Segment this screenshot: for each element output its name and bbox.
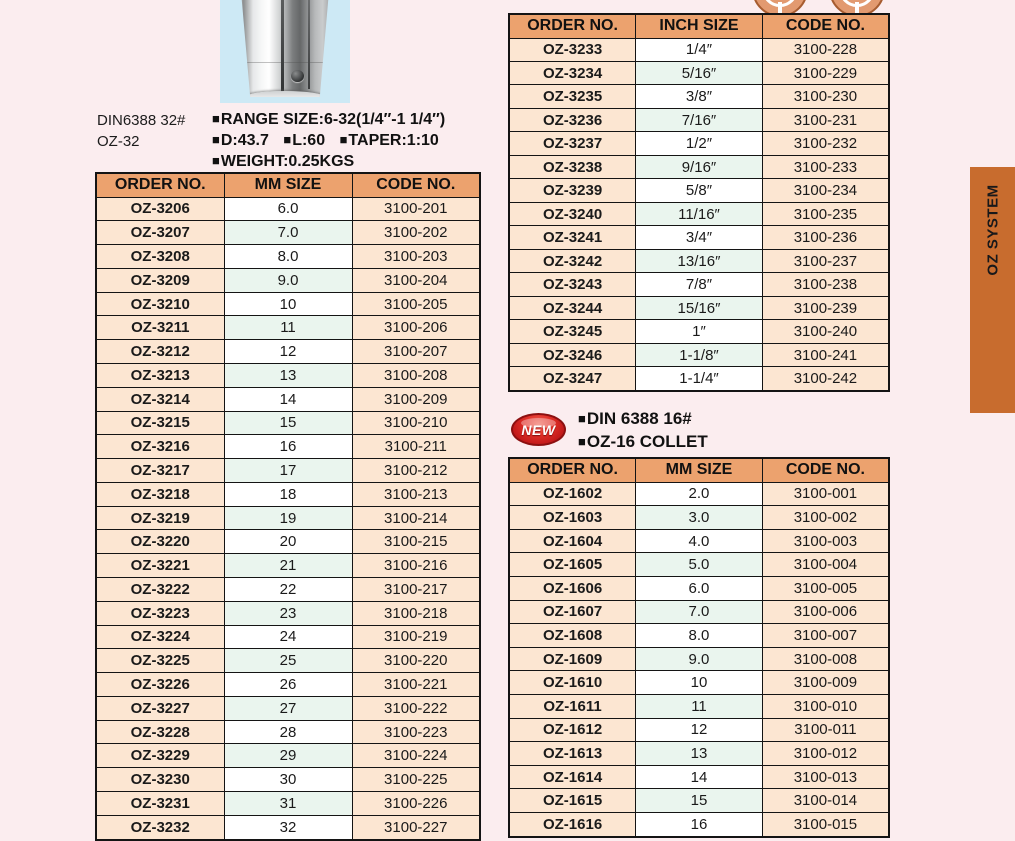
table-cell: 3.0 — [636, 506, 763, 530]
table-row — [509, 226, 889, 249]
table-row — [509, 529, 889, 553]
table-cell: 29 — [224, 744, 352, 768]
table-cell: 2.0 — [636, 482, 763, 506]
table-cell: 3100-227 — [352, 815, 480, 840]
table-row — [509, 671, 889, 695]
table-row — [96, 268, 480, 292]
table-cell: 9.0 — [636, 647, 763, 671]
table-row — [96, 482, 480, 506]
table-cell: OZ-3246 — [509, 343, 636, 366]
table-row — [96, 459, 480, 483]
table-cell: 28 — [224, 720, 352, 744]
table-row — [509, 155, 889, 178]
heading-row — [578, 431, 708, 454]
table-cell: 3100-002 — [762, 506, 889, 530]
table-cell: 1/2″ — [636, 132, 763, 155]
bullet-square-icon: ■ — [283, 132, 292, 147]
table-row — [509, 296, 889, 319]
table-cell: OZ-3234 — [509, 61, 636, 84]
table-cell: 3100-210 — [352, 411, 480, 435]
table-cell: OZ-3225 — [96, 649, 224, 673]
side-tab-label: OZ SYSTEM — [984, 184, 1001, 276]
table-cell: 3100-015 — [762, 813, 889, 837]
bullet-square-icon: ■ — [339, 132, 348, 147]
table-cell: 3100-240 — [762, 320, 889, 343]
table-cell: OZ-3214 — [96, 387, 224, 411]
header-row — [96, 173, 480, 197]
spec-length: L:60 — [292, 132, 326, 149]
table-cell: 1-1/8″ — [636, 343, 763, 366]
table-cell: 11 — [224, 316, 352, 340]
table-cell: 3100-222 — [352, 696, 480, 720]
table-cell: 3100-223 — [352, 720, 480, 744]
table-cell: 3100-239 — [762, 296, 889, 319]
oz16-collet-label: OZ-16 COLLET — [586, 432, 708, 451]
collet-seam — [238, 62, 332, 63]
bullet-square-icon: ■ — [578, 411, 586, 426]
table-cell: 1″ — [636, 320, 763, 343]
table-cell: OZ-3216 — [96, 435, 224, 459]
collet-product-photo — [220, 0, 350, 103]
table-cell: 3100-229 — [762, 61, 889, 84]
table-cell: OZ-3221 — [96, 554, 224, 578]
table-cell: 7.0 — [636, 600, 763, 624]
spec-taper: TAPER:1:10 — [348, 132, 439, 149]
table-cell: 3100-219 — [352, 625, 480, 649]
table-row — [509, 202, 889, 225]
oz32-mm-table — [95, 172, 481, 841]
table-cell: OZ-1606 — [509, 576, 636, 600]
spec-row — [212, 109, 487, 130]
table-cell: OZ-3218 — [96, 482, 224, 506]
column-header: CODE NO. — [762, 458, 889, 482]
table-cell: OZ-3237 — [509, 132, 636, 155]
table-row — [509, 624, 889, 648]
table-row — [509, 718, 889, 742]
model-name-label: OZ-32 — [97, 133, 140, 150]
table-row — [509, 38, 889, 61]
table-cell: 3100-230 — [762, 85, 889, 108]
bullet-square-icon: ■ — [212, 153, 220, 168]
table-row — [509, 789, 889, 813]
table-row — [509, 765, 889, 789]
table-cell: OZ-3224 — [96, 625, 224, 649]
table-cell: OZ-1609 — [509, 647, 636, 671]
table-cell: OZ-1610 — [509, 671, 636, 695]
column-header: CODE NO. — [762, 14, 889, 38]
table-cell: 7/8″ — [636, 273, 763, 296]
oz16-standard-label: DIN 6388 16# — [586, 409, 692, 428]
table-cell: 9.0 — [224, 268, 352, 292]
table-cell: OZ-3212 — [96, 340, 224, 364]
table-row — [96, 625, 480, 649]
table-row — [509, 576, 889, 600]
table-row — [96, 649, 480, 673]
table-cell: 3100-008 — [762, 647, 889, 671]
table-cell: 3100-009 — [762, 671, 889, 695]
table-cell: OZ-3230 — [96, 768, 224, 792]
table-cell: 3100-206 — [352, 316, 480, 340]
table-cell: OZ-3233 — [509, 38, 636, 61]
table-cell: 3100-013 — [762, 765, 889, 789]
table-cell: OZ-3226 — [96, 673, 224, 697]
table-cell: 3100-014 — [762, 789, 889, 813]
table-cell: 1/4″ — [636, 38, 763, 61]
table-cell: OZ-3209 — [96, 268, 224, 292]
table-row — [96, 506, 480, 530]
table-row — [96, 720, 480, 744]
table-cell: 25 — [224, 649, 352, 673]
spec-weight: WEIGHT:0.25KGS — [220, 153, 355, 170]
oz-system-side-tab — [970, 167, 1015, 413]
table-cell: 12 — [224, 340, 352, 364]
table-cell: 3100-221 — [352, 673, 480, 697]
table-cell: 30 — [224, 768, 352, 792]
bullet-square-icon: ■ — [212, 132, 220, 147]
table-cell: 14 — [636, 765, 763, 789]
spec-diameter: D:43.7 — [220, 132, 269, 149]
spec-row — [212, 130, 487, 151]
table-cell: 3100-237 — [762, 249, 889, 272]
table-cell: 12 — [636, 718, 763, 742]
table-cell: 24 — [224, 625, 352, 649]
table-cell: 11/16″ — [636, 202, 763, 225]
table-cell: OZ-3244 — [509, 296, 636, 319]
table-cell: OZ-3220 — [96, 530, 224, 554]
table-cell: 3100-203 — [352, 245, 480, 269]
table-cell: OZ-1602 — [509, 482, 636, 506]
table-cell: 1-1/4″ — [636, 367, 763, 391]
table-cell: 6.0 — [224, 197, 352, 221]
table-cell: 3100-208 — [352, 363, 480, 387]
table-cell: 3100-236 — [762, 226, 889, 249]
table-cell: OZ-1614 — [509, 765, 636, 789]
table-cell: OZ-1605 — [509, 553, 636, 577]
collet-slit — [281, 0, 284, 95]
bullet-square-icon: ■ — [578, 434, 586, 449]
table-row — [509, 367, 889, 391]
table-cell: OZ-1616 — [509, 813, 636, 837]
table-row — [509, 506, 889, 530]
table-cell: 3100-003 — [762, 529, 889, 553]
table-cell: 6.0 — [636, 576, 763, 600]
table-cell: OZ-3227 — [96, 696, 224, 720]
table-cell: 5/16″ — [636, 61, 763, 84]
table-cell: 3100-228 — [762, 38, 889, 61]
table-row — [96, 435, 480, 459]
table-row — [509, 343, 889, 366]
table-row — [96, 387, 480, 411]
table-row — [96, 601, 480, 625]
table-cell: 3100-213 — [352, 482, 480, 506]
collet-image — [238, 0, 332, 97]
table-row — [509, 61, 889, 84]
table-cell: 17 — [224, 459, 352, 483]
table-cell: 11 — [636, 694, 763, 718]
table-cell: OZ-3245 — [509, 320, 636, 343]
table-row — [509, 813, 889, 837]
table-cell: 3100-214 — [352, 506, 480, 530]
table-cell: 3100-207 — [352, 340, 480, 364]
table-row — [509, 132, 889, 155]
table-row — [96, 245, 480, 269]
table-row — [96, 530, 480, 554]
table-cell: OZ-3215 — [96, 411, 224, 435]
table-row — [96, 197, 480, 221]
table-cell: 15 — [224, 411, 352, 435]
spec-row — [212, 151, 487, 172]
table-cell: 14 — [224, 387, 352, 411]
table-cell: 3100-220 — [352, 649, 480, 673]
column-header: ORDER NO. — [509, 458, 636, 482]
table-row — [96, 292, 480, 316]
table-cell: 3100-011 — [762, 718, 889, 742]
table-row — [509, 482, 889, 506]
table-row — [96, 340, 480, 364]
table-row — [96, 578, 480, 602]
table-cell: 3100-231 — [762, 108, 889, 131]
column-header: ORDER NO. — [509, 14, 636, 38]
table-cell: 3100-006 — [762, 600, 889, 624]
table-cell: OZ-1615 — [509, 789, 636, 813]
table-row — [96, 363, 480, 387]
spec-range-size: RANGE SIZE:6-32(1/4″-1 1/4″) — [220, 111, 446, 128]
table-cell: 3100-007 — [762, 624, 889, 648]
table-row — [96, 221, 480, 245]
table-cell: OZ-3232 — [96, 815, 224, 840]
table-row — [96, 411, 480, 435]
table-row — [509, 694, 889, 718]
table-cell: 27 — [224, 696, 352, 720]
table-cell: 3100-224 — [352, 744, 480, 768]
table-cell: 5/8″ — [636, 179, 763, 202]
table-cell: 10 — [224, 292, 352, 316]
table-cell: OZ-3238 — [509, 155, 636, 178]
table-cell: OZ-1611 — [509, 694, 636, 718]
table-row — [509, 108, 889, 131]
table-row — [96, 696, 480, 720]
table-cell: 3/8″ — [636, 85, 763, 108]
table-cell: OZ-3241 — [509, 226, 636, 249]
table-cell: 3/4″ — [636, 226, 763, 249]
table-cell: 3100-216 — [352, 554, 480, 578]
table-row — [509, 600, 889, 624]
table-cell: 18 — [224, 482, 352, 506]
table-row — [96, 316, 480, 340]
table-cell: OZ-3231 — [96, 792, 224, 816]
table-cell: 9/16″ — [636, 155, 763, 178]
table-cell: 3100-215 — [352, 530, 480, 554]
table-cell: 3100-225 — [352, 768, 480, 792]
table-cell: 3100-001 — [762, 482, 889, 506]
table-cell: OZ-3207 — [96, 221, 224, 245]
table-cell: OZ-3222 — [96, 578, 224, 602]
table-cell: OZ-3243 — [509, 273, 636, 296]
table-cell: OZ-3217 — [96, 459, 224, 483]
model-standard-label: DIN6388 32# — [97, 112, 186, 129]
table-cell: OZ-1608 — [509, 624, 636, 648]
spec-block — [212, 109, 487, 172]
table-cell: 15 — [636, 789, 763, 813]
column-header: MM SIZE — [636, 458, 763, 482]
heading-row — [578, 408, 708, 431]
table-cell: 3100-209 — [352, 387, 480, 411]
table-cell: OZ-3247 — [509, 367, 636, 391]
model-label-block — [97, 110, 185, 152]
table-cell: OZ-3213 — [96, 363, 224, 387]
bullet-square-icon: ■ — [212, 111, 220, 126]
table-row — [96, 768, 480, 792]
table-cell: 23 — [224, 601, 352, 625]
table-cell: 3100-205 — [352, 292, 480, 316]
table-row — [509, 249, 889, 272]
table-cell: 3100-212 — [352, 459, 480, 483]
table-row — [509, 553, 889, 577]
table-row — [96, 815, 480, 840]
oz16-mm-table — [508, 457, 890, 838]
table-cell: OZ-3228 — [96, 720, 224, 744]
table-cell: 3100-235 — [762, 202, 889, 225]
table-cell: 3100-202 — [352, 221, 480, 245]
column-header: INCH SIZE — [636, 14, 763, 38]
table-row — [509, 85, 889, 108]
table-cell: 32 — [224, 815, 352, 840]
table-cell: 8.0 — [224, 245, 352, 269]
table-cell: 5.0 — [636, 553, 763, 577]
table-cell: 15/16″ — [636, 296, 763, 319]
table-cell: 10 — [636, 671, 763, 695]
table-cell: OZ-3240 — [509, 202, 636, 225]
table-cell: OZ-1612 — [509, 718, 636, 742]
table-cell: 3100-233 — [762, 155, 889, 178]
table-row — [509, 320, 889, 343]
table-cell: 3100-238 — [762, 273, 889, 296]
oz16-section-heading — [578, 408, 708, 454]
table-row — [96, 673, 480, 697]
table-cell: 3100-012 — [762, 742, 889, 766]
table-cell: OZ-3206 — [96, 197, 224, 221]
table-row — [96, 554, 480, 578]
table-cell: OZ-1613 — [509, 742, 636, 766]
new-badge-label: NEW — [521, 421, 556, 438]
table-row — [509, 179, 889, 202]
table-cell: 3100-226 — [352, 792, 480, 816]
table-cell: OZ-3239 — [509, 179, 636, 202]
table-cell: OZ-3211 — [96, 316, 224, 340]
column-header: MM SIZE — [224, 173, 352, 197]
column-header: CODE NO. — [352, 173, 480, 197]
table-cell: 7/16″ — [636, 108, 763, 131]
table-cell: 26 — [224, 673, 352, 697]
table-cell: 3100-010 — [762, 694, 889, 718]
table-cell: OZ-3242 — [509, 249, 636, 272]
table-cell: 3100-005 — [762, 576, 889, 600]
table-row — [509, 647, 889, 671]
table-cell: 3100-218 — [352, 601, 480, 625]
table-cell: OZ-3223 — [96, 601, 224, 625]
table-cell: OZ-3210 — [96, 292, 224, 316]
table-cell: 3100-242 — [762, 367, 889, 391]
table-cell: 13/16″ — [636, 249, 763, 272]
table-cell: 21 — [224, 554, 352, 578]
table-row — [96, 744, 480, 768]
table-cell: 31 — [224, 792, 352, 816]
table-row — [509, 742, 889, 766]
table-row — [509, 273, 889, 296]
table-cell: 3100-241 — [762, 343, 889, 366]
header-row — [509, 458, 889, 482]
table-cell: 13 — [224, 363, 352, 387]
table-cell: OZ-1604 — [509, 529, 636, 553]
table-cell: OZ-1607 — [509, 600, 636, 624]
table-cell: OZ-3236 — [509, 108, 636, 131]
table-cell: 3100-217 — [352, 578, 480, 602]
table-cell: 7.0 — [224, 221, 352, 245]
table-cell: 3100-004 — [762, 553, 889, 577]
table-cell: 20 — [224, 530, 352, 554]
column-header: ORDER NO. — [96, 173, 224, 197]
table-cell: 19 — [224, 506, 352, 530]
table-cell: OZ-3208 — [96, 245, 224, 269]
table-cell: OZ-3219 — [96, 506, 224, 530]
oz32-inch-table — [508, 13, 890, 392]
table-cell: 4.0 — [636, 529, 763, 553]
collet-slit — [308, 0, 310, 89]
table-cell: 16 — [636, 813, 763, 837]
table-cell: 3100-232 — [762, 132, 889, 155]
table-cell: 3100-234 — [762, 179, 889, 202]
table-cell: 8.0 — [636, 624, 763, 648]
table-row — [96, 792, 480, 816]
table-cell: 16 — [224, 435, 352, 459]
table-cell: OZ-3235 — [509, 85, 636, 108]
table-cell: 22 — [224, 578, 352, 602]
table-cell: 3100-211 — [352, 435, 480, 459]
new-badge — [511, 413, 566, 446]
header-row — [509, 14, 889, 38]
table-cell: OZ-3229 — [96, 744, 224, 768]
collet-hole — [291, 70, 304, 82]
collet-bottom-rim — [246, 91, 323, 103]
table-cell: 3100-204 — [352, 268, 480, 292]
table-cell: OZ-1603 — [509, 506, 636, 530]
table-cell: 3100-201 — [352, 197, 480, 221]
table-cell: 13 — [636, 742, 763, 766]
